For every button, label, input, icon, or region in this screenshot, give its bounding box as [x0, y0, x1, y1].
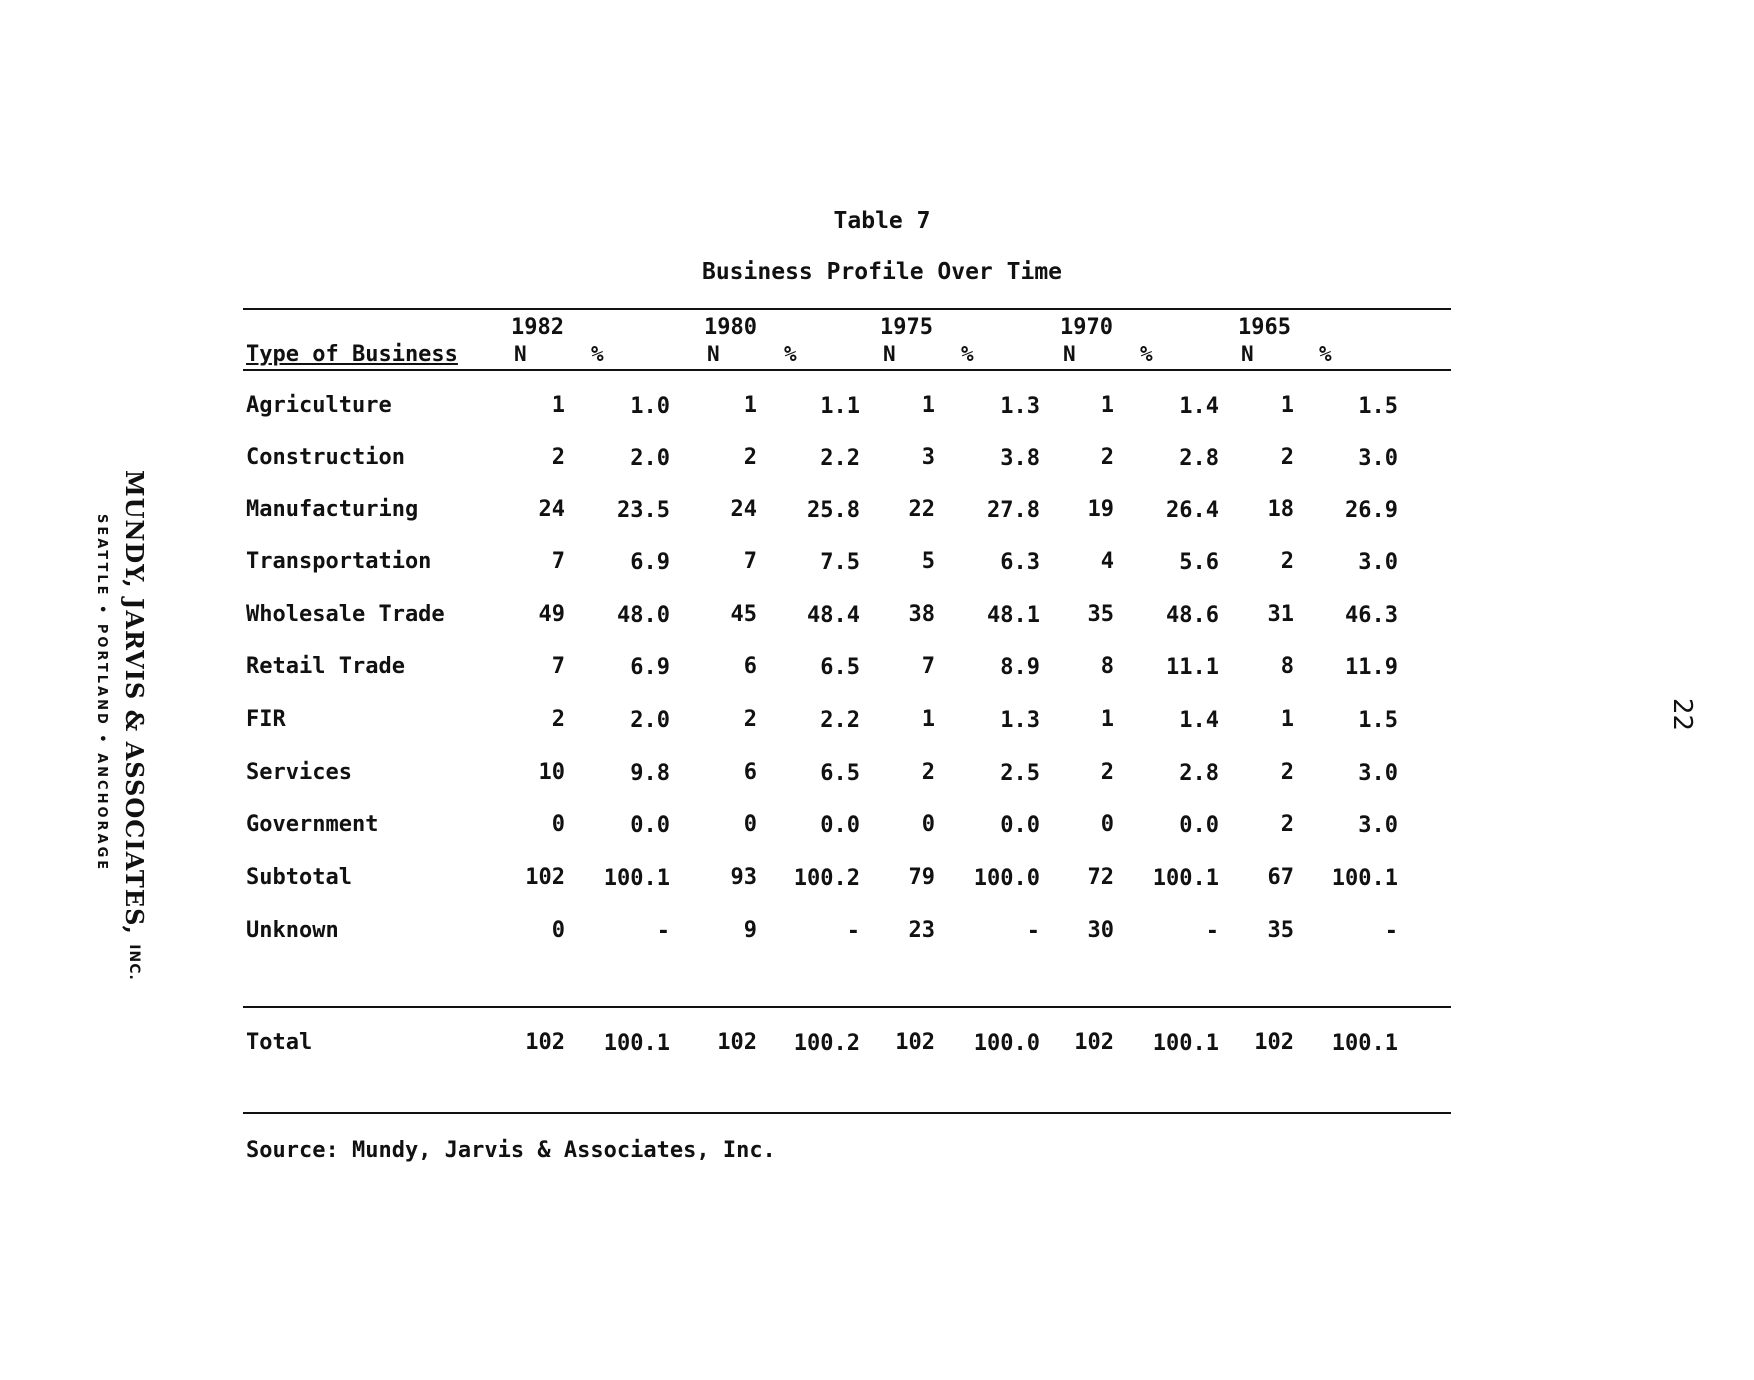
percent-cell: 2.0 — [630, 446, 670, 471]
percent-cell: 1.5 — [1358, 708, 1398, 733]
percent-cell: 6.9 — [630, 655, 670, 680]
pct-header: % — [1140, 342, 1153, 366]
row-label: Subtotal — [246, 865, 352, 890]
count-cell: 2 — [551, 445, 565, 470]
percent-cell: 2.8 — [1179, 446, 1219, 471]
percent-cell: 6.5 — [820, 761, 860, 786]
percent-cell: 9.8 — [630, 761, 670, 786]
count-cell: 19 — [1087, 497, 1114, 522]
count-cell: 7 — [551, 549, 565, 574]
year-header: 1970 — [1060, 315, 1113, 340]
count-cell: 0 — [1100, 812, 1114, 837]
count-cell: 1 — [1100, 707, 1114, 732]
table-bottom-rule — [243, 1112, 1451, 1114]
count-cell: 31 — [1267, 602, 1294, 627]
percent-cell: - — [656, 919, 670, 944]
count-cell: 2 — [921, 760, 935, 785]
table-row — [0, 654, 1754, 686]
percent-cell: 2.0 — [630, 708, 670, 733]
table-row — [0, 393, 1754, 425]
percent-cell: 0.0 — [630, 813, 670, 838]
count-cell: 6 — [743, 654, 757, 679]
percent-cell: 48.1 — [987, 603, 1040, 628]
count-cell: 7 — [921, 654, 935, 679]
percent-cell: 1.0 — [630, 394, 670, 419]
count-cell: 2 — [551, 707, 565, 732]
row-label: FIR — [246, 707, 286, 732]
percent-cell: 0.0 — [820, 813, 860, 838]
count-cell: 6 — [743, 760, 757, 785]
count-cell: 8 — [1100, 654, 1114, 679]
percent-cell: 100.1 — [603, 1031, 670, 1056]
n-header: N — [1241, 342, 1254, 366]
count-cell: 72 — [1087, 865, 1114, 890]
count-cell: 2 — [1280, 549, 1294, 574]
percent-cell: 2.8 — [1179, 761, 1219, 786]
percent-cell: 100.1 — [603, 866, 670, 891]
percent-cell: 100.0 — [973, 866, 1040, 891]
percent-cell: 25.8 — [807, 498, 860, 523]
n-header: N — [514, 342, 527, 366]
pct-header: % — [784, 342, 797, 366]
count-cell: 3 — [921, 445, 935, 470]
row-label: Total — [246, 1030, 313, 1055]
percent-cell: 6.3 — [1000, 550, 1040, 575]
count-cell: 1 — [1280, 393, 1294, 418]
table-row — [0, 707, 1754, 739]
page-number: 22 — [1667, 698, 1697, 732]
percent-cell: - — [846, 919, 860, 944]
count-cell: 1 — [921, 707, 935, 732]
percent-cell: 0.0 — [1179, 813, 1219, 838]
count-cell: 49 — [538, 602, 565, 627]
percent-cell: 26.9 — [1345, 498, 1398, 523]
row-label: Government — [246, 812, 379, 837]
percent-cell: 48.6 — [1166, 603, 1219, 628]
total-top-rule — [243, 1006, 1451, 1008]
percent-cell: 0.0 — [1000, 813, 1040, 838]
count-cell: 67 — [1267, 865, 1294, 890]
pct-header: % — [961, 342, 974, 366]
n-header: N — [1063, 342, 1076, 366]
percent-cell: 100.1 — [1152, 866, 1219, 891]
total-row — [0, 1030, 1754, 1062]
count-cell: 38 — [908, 602, 935, 627]
row-label: Agriculture — [246, 393, 392, 418]
row-label: Services — [246, 760, 352, 785]
count-cell: 1 — [551, 393, 565, 418]
count-cell: 2 — [743, 445, 757, 470]
company-name: MUNDY, JARVIS & ASSOCIATES, — [120, 470, 149, 935]
count-cell: 4 — [1100, 549, 1114, 574]
table-title: Business Profile Over Time — [701, 259, 1063, 285]
count-cell: 35 — [1267, 918, 1294, 943]
row-label: Construction — [246, 445, 405, 470]
percent-cell: 1.4 — [1179, 708, 1219, 733]
table-row — [0, 918, 1754, 950]
count-cell: 45 — [730, 602, 757, 627]
count-cell: 7 — [551, 654, 565, 679]
percent-cell: 1.3 — [1000, 708, 1040, 733]
percent-cell: - — [1384, 919, 1398, 944]
percent-cell: 1.1 — [820, 394, 860, 419]
count-cell: 30 — [1087, 918, 1114, 943]
pct-header: % — [1319, 342, 1332, 366]
count-cell: 9 — [743, 918, 757, 943]
count-cell: 102 — [1254, 1030, 1294, 1055]
table-row — [0, 445, 1754, 477]
table-top-rule — [243, 308, 1451, 310]
percent-cell: 48.4 — [807, 603, 860, 628]
count-cell: 79 — [908, 865, 935, 890]
percent-cell: 3.0 — [1358, 813, 1398, 838]
table-row — [0, 549, 1754, 581]
company-suffix: INC. — [126, 944, 142, 981]
percent-cell: 100.1 — [1331, 866, 1398, 891]
count-cell: 1 — [743, 393, 757, 418]
count-cell: 2 — [1100, 760, 1114, 785]
percent-cell: 100.2 — [793, 866, 860, 891]
count-cell: 93 — [730, 865, 757, 890]
count-cell: 102 — [1074, 1030, 1114, 1055]
year-header: 1982 — [511, 315, 564, 340]
percent-cell: 11.1 — [1166, 655, 1219, 680]
count-cell: 2 — [1280, 760, 1294, 785]
count-cell: 5 — [921, 549, 935, 574]
n-header: N — [707, 342, 720, 366]
percent-cell: 3.8 — [1000, 446, 1040, 471]
table-row — [0, 812, 1754, 844]
count-cell: 0 — [551, 918, 565, 943]
percent-cell: 100.0 — [973, 1031, 1040, 1056]
count-cell: 1 — [1280, 707, 1294, 732]
header-bottom-rule — [243, 369, 1451, 371]
count-cell: 0 — [743, 812, 757, 837]
percent-cell: 6.5 — [820, 655, 860, 680]
percent-cell: 46.3 — [1345, 603, 1398, 628]
count-cell: 24 — [538, 497, 565, 522]
count-cell: 2 — [1100, 445, 1114, 470]
row-label: Wholesale Trade — [246, 602, 445, 627]
count-cell: 2 — [1280, 445, 1294, 470]
percent-cell: 11.9 — [1345, 655, 1398, 680]
percent-cell: - — [1026, 919, 1040, 944]
count-cell: 18 — [1267, 497, 1294, 522]
percent-cell: 3.0 — [1358, 761, 1398, 786]
percent-cell: 23.5 — [617, 498, 670, 523]
percent-cell: 100.1 — [1331, 1031, 1398, 1056]
count-cell: 35 — [1087, 602, 1114, 627]
table-row — [0, 602, 1754, 634]
count-cell: 102 — [895, 1030, 935, 1055]
percent-cell: 3.0 — [1358, 446, 1398, 471]
percent-cell: 48.0 — [617, 603, 670, 628]
percent-cell: 26.4 — [1166, 498, 1219, 523]
year-header: 1965 — [1238, 315, 1291, 340]
percent-cell: 100.1 — [1152, 1031, 1219, 1056]
percent-cell: 2.2 — [820, 446, 860, 471]
count-cell: 8 — [1280, 654, 1294, 679]
row-label: Manufacturing — [246, 497, 419, 522]
percent-cell: 2.5 — [1000, 761, 1040, 786]
percent-cell: 5.6 — [1179, 550, 1219, 575]
count-cell: 0 — [551, 812, 565, 837]
percent-cell: 27.8 — [987, 498, 1040, 523]
percent-cell: 1.3 — [1000, 394, 1040, 419]
percent-cell: 1.4 — [1179, 394, 1219, 419]
table-row — [0, 760, 1754, 792]
row-label: Retail Trade — [246, 654, 405, 679]
table-row — [0, 865, 1754, 897]
company-locations: SEATTLE • PORTLAND • ANCHORAGE — [94, 514, 109, 873]
count-cell: 2 — [1280, 812, 1294, 837]
table-label: Table 7 — [833, 208, 931, 234]
count-cell: 0 — [921, 812, 935, 837]
percent-cell: 6.9 — [630, 550, 670, 575]
source-note: Source: Mundy, Jarvis & Associates, Inc. — [246, 1138, 776, 1163]
count-cell: 7 — [743, 549, 757, 574]
year-header: 1975 — [880, 315, 933, 340]
count-cell: 1 — [1100, 393, 1114, 418]
percent-cell: 1.5 — [1358, 394, 1398, 419]
count-cell: 102 — [525, 865, 565, 890]
count-cell: 24 — [730, 497, 757, 522]
row-label: Unknown — [246, 918, 339, 943]
percent-cell: 100.2 — [793, 1031, 860, 1056]
pct-header: % — [591, 342, 604, 366]
count-cell: 2 — [743, 707, 757, 732]
count-cell: 22 — [908, 497, 935, 522]
row-header: Type of Business — [246, 342, 458, 367]
count-cell: 23 — [908, 918, 935, 943]
table-row — [0, 497, 1754, 529]
count-cell: 102 — [717, 1030, 757, 1055]
row-label: Transportation — [246, 549, 432, 574]
count-cell: 102 — [525, 1030, 565, 1055]
count-cell: 10 — [538, 760, 565, 785]
n-header: N — [883, 342, 896, 366]
percent-cell: 2.2 — [820, 708, 860, 733]
year-header: 1980 — [704, 315, 757, 340]
count-cell: 1 — [921, 393, 935, 418]
percent-cell: - — [1205, 919, 1219, 944]
percent-cell: 8.9 — [1000, 655, 1040, 680]
percent-cell: 3.0 — [1358, 550, 1398, 575]
percent-cell: 7.5 — [820, 550, 860, 575]
